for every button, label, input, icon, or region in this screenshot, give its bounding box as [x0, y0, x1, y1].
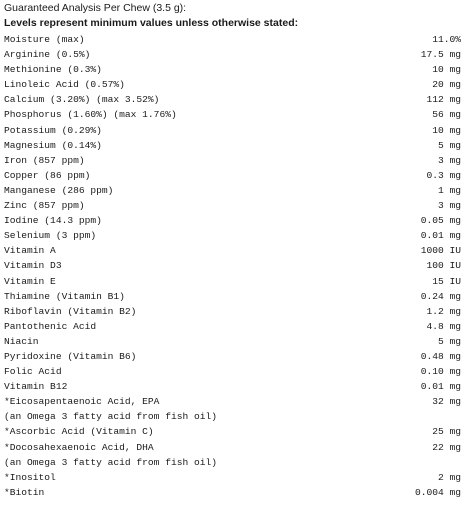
panel-subtitle: Levels represent minimum values unless otherwise stated:	[4, 17, 299, 29]
nutrient-row	[0, 32, 470, 47]
nutrient-name: *Inositol	[4, 471, 56, 483]
nutrient-list	[0, 32, 470, 500]
nutrient-row	[0, 289, 470, 304]
nutrient-name: Thiamine (Vitamin B1)	[4, 290, 125, 302]
nutrient-value: 5 mg	[437, 139, 461, 151]
panel-title: Guaranteed Analysis Per Chew (3.5 g):	[4, 2, 187, 14]
nutrient-name: Zinc (857 ppm)	[4, 200, 85, 212]
nutrient-value: 1000 IU	[420, 245, 461, 257]
nutrient-name: Vitamin E	[4, 275, 56, 287]
nutrient-name: Selenium (3 ppm)	[4, 230, 97, 242]
nutrient-row	[0, 62, 470, 77]
nutrient-name: Niacin	[4, 335, 39, 347]
nutrient-row	[0, 258, 470, 273]
nutrient-value: 0.01 mg	[420, 230, 461, 242]
nutrient-value: 112 mg	[426, 94, 461, 106]
nutrient-row	[0, 304, 470, 319]
nutrient-row	[0, 168, 470, 183]
nutrient-value: 3 mg	[437, 200, 461, 212]
nutrient-row	[0, 198, 470, 213]
nutrient-value: 20 mg	[432, 79, 461, 91]
nutrient-value: 0.004 mg	[414, 486, 461, 498]
nutrient-name: (an Omega 3 fatty acid from fish oil)	[4, 411, 218, 423]
nutrient-row	[0, 470, 470, 485]
nutrient-name: *Biotin	[4, 486, 45, 498]
nutrient-row	[0, 123, 470, 138]
nutrient-name: Manganese (286 ppm)	[4, 184, 114, 196]
nutrient-row	[0, 77, 470, 92]
nutrient-row	[0, 92, 470, 107]
nutrient-name: Calcium (3.20%) (max 3.52%)	[4, 94, 160, 106]
nutrient-value: 1 mg	[437, 184, 461, 196]
nutrient-row	[0, 319, 470, 334]
nutrient-row	[0, 243, 470, 258]
nutrient-value: 56 mg	[432, 109, 461, 121]
nutrient-name: Arginine (0.5%)	[4, 49, 91, 61]
nutrient-name: Magnesium (0.14%)	[4, 139, 102, 151]
nutrient-name: (an Omega 3 fatty acid from fish oil)	[4, 456, 218, 468]
nutrient-row	[0, 107, 470, 122]
nutrient-name: Iron (857 ppm)	[4, 154, 85, 166]
nutrient-value: 0.3 mg	[426, 169, 461, 181]
nutrient-value: 15 IU	[432, 275, 461, 287]
nutrient-row	[0, 153, 470, 168]
nutrient-name: Vitamin B12	[4, 381, 68, 393]
nutrient-value: 25 mg	[432, 426, 461, 438]
nutrient-value: 0.48 mg	[420, 350, 461, 362]
nutrient-value: 1.2 mg	[426, 305, 461, 317]
nutrient-value: 0.10 mg	[420, 366, 461, 378]
nutrient-row	[0, 334, 470, 349]
nutrient-row	[0, 349, 470, 364]
nutrient-row	[0, 138, 470, 153]
nutrient-value: 22 mg	[432, 441, 461, 453]
nutrient-value: 32 mg	[432, 396, 461, 408]
nutrient-row	[0, 228, 470, 243]
nutrient-row	[0, 394, 470, 409]
nutrient-row	[0, 183, 470, 198]
nutrient-row	[0, 47, 470, 62]
nutrient-name: Vitamin A	[4, 245, 56, 257]
nutrient-name: *Eicosapentaenoic Acid, EPA	[4, 396, 160, 408]
nutrient-row	[0, 440, 470, 455]
nutrient-value: 0.01 mg	[420, 381, 461, 393]
nutrient-row	[0, 485, 470, 500]
nutrient-value: 17.5 mg	[420, 49, 461, 61]
nutrient-name: *Ascorbic Acid (Vitamin C)	[4, 426, 154, 438]
nutrient-value: 5 mg	[437, 335, 461, 347]
nutrient-row	[0, 379, 470, 394]
nutrient-name: *Docosahexaenoic Acid, DHA	[4, 441, 154, 453]
nutrient-name: Potassium (0.29%)	[4, 124, 102, 136]
nutrient-name: Vitamin D3	[4, 260, 62, 272]
nutrient-name: Folic Acid	[4, 366, 62, 378]
nutrient-value: 100 IU	[426, 260, 461, 272]
nutrient-value: 2 mg	[437, 471, 461, 483]
nutrient-name: Moisture (max)	[4, 34, 85, 45]
nutrient-value: 0.24 mg	[420, 290, 461, 302]
nutrient-name: Copper (86 ppm)	[4, 169, 91, 181]
nutrient-value: 4.8 mg	[426, 320, 461, 332]
nutrient-name: Methionine (0.3%)	[4, 64, 102, 76]
nutrient-row	[0, 409, 470, 424]
nutrient-value: 0.05 mg	[420, 215, 461, 227]
nutrient-name: Linoleic Acid (0.57%)	[4, 79, 125, 91]
nutrient-row	[0, 424, 470, 439]
nutrient-value: 11.0%	[432, 34, 461, 45]
nutrient-row	[0, 213, 470, 228]
nutrient-name: Iodine (14.3 ppm)	[4, 215, 102, 227]
nutrient-name: Pantothenic Acid	[4, 320, 97, 332]
nutrient-row	[0, 455, 470, 470]
nutrient-name: Phosphorus (1.60%) (max 1.76%)	[4, 109, 177, 121]
nutrient-value: 10 mg	[432, 64, 461, 76]
nutrient-value: 3 mg	[437, 154, 461, 166]
nutrient-value: 10 mg	[432, 124, 461, 136]
nutrient-name: Pyridoxine (Vitamin B6)	[4, 350, 137, 362]
nutrient-row	[0, 364, 470, 379]
nutrient-name: Riboflavin (Vitamin B2)	[4, 305, 137, 317]
nutrient-row	[0, 274, 470, 289]
